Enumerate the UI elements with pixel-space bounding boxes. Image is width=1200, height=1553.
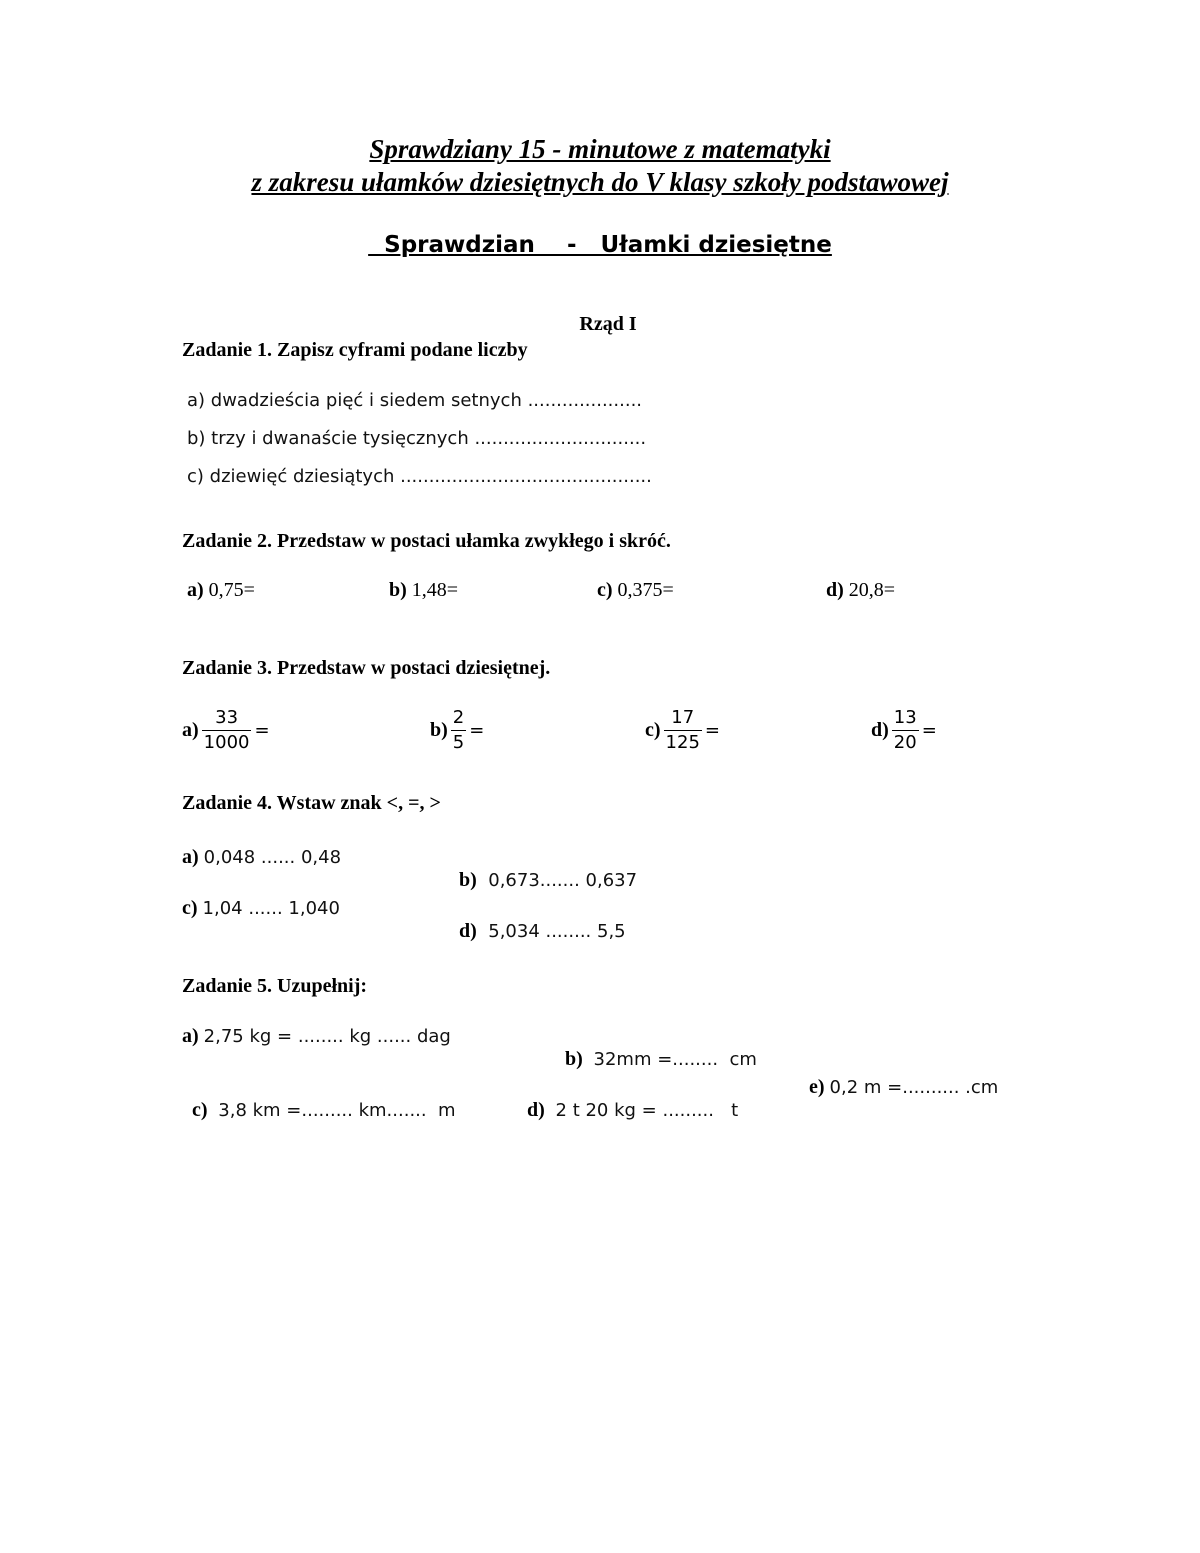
task3-item-d xyxy=(871,708,937,753)
task4-item-b-label: b) xyxy=(459,869,477,891)
equals-sign: = xyxy=(469,720,485,741)
task5-item-e-label: e) xyxy=(809,1076,825,1098)
task4-item-d-expr: 5,034 ........ 5,5 xyxy=(476,921,626,942)
task3-item-c-label: c) xyxy=(645,719,661,741)
task5-item-c-label: c) xyxy=(192,1099,208,1121)
task4-item-b-expr: 0,673....... 0,637 xyxy=(476,870,638,891)
task3-item-a xyxy=(182,708,270,753)
fraction xyxy=(202,708,252,753)
title-line-2: z zakresu ułamków dziesiętnych do V klasy szkoły podstawowej xyxy=(251,167,949,197)
task5-item-a-expr: 2,75 kg = ........ kg ...... dag xyxy=(203,1026,451,1047)
task2-heading: Zadanie 2. Przedstaw w postaci ułamka zwykłego i skróć. xyxy=(182,530,671,552)
task4-item-d-label: d) xyxy=(459,920,477,942)
task2-item-b-expr: 1,48= xyxy=(411,579,459,601)
numerator: 13 xyxy=(893,707,917,728)
fraction xyxy=(664,708,702,753)
task4-item-a-label: a) xyxy=(182,846,199,868)
task3-item-b-label: b) xyxy=(430,719,448,741)
task2-item-b-label: b) xyxy=(389,579,407,601)
task4-item-c xyxy=(182,897,340,920)
task5-item-d-expr: 2 t 20 kg = ......... t xyxy=(549,1100,739,1121)
task5-item-d xyxy=(517,1076,738,1122)
denominator: 1000 xyxy=(203,732,250,753)
task4-item-c-expr: 1,04 ...... 1,040 xyxy=(202,898,340,919)
title-line-1: Sprawdziany 15 - minutowe z matematyki xyxy=(369,134,831,164)
row-label: Rząd I xyxy=(579,313,637,335)
task2-item-d-expr: 20,8= xyxy=(848,579,896,601)
equals-sign: = xyxy=(254,720,270,741)
task1-item-b: b) trzy i dwanaście tysięcznych .............................. xyxy=(187,428,647,449)
task1-item-c: c) dziewięć dziesiątych ............................................ xyxy=(187,466,652,487)
task4-heading: Zadanie 4. Wstaw znak <, =, > xyxy=(182,792,441,814)
denominator: 20 xyxy=(893,732,917,753)
task3-item-d-label: d) xyxy=(871,719,889,741)
task5-item-d-label: d) xyxy=(527,1099,545,1121)
task5-item-a xyxy=(182,1025,451,1048)
numerator: 2 xyxy=(452,707,465,728)
subtitle: Sprawdzian - Ułamki dziesiętne xyxy=(368,232,832,258)
task3-item-b xyxy=(430,708,484,753)
task1-item-a: a) dwadzieścia pięć i siedem setnych .................... xyxy=(187,390,643,411)
task4-item-a-expr: 0,048 ...... 0,48 xyxy=(203,847,342,868)
task3-item-c xyxy=(645,708,720,753)
task5-item-b xyxy=(555,1025,757,1071)
task3-item-a-label: a) xyxy=(182,719,199,741)
task5-item-a-label: a) xyxy=(182,1025,199,1047)
task1-heading: Zadanie 1. Zapisz cyframi podane liczby xyxy=(182,339,528,361)
task2-item-a-label: a) xyxy=(187,579,204,601)
task5-item-c-expr: 3,8 km =......... km....... m xyxy=(212,1100,456,1121)
task2-item-a-expr: 0,75= xyxy=(203,579,255,601)
numerator: 17 xyxy=(671,707,695,728)
task5-heading: Zadanie 5. Uzupełnij: xyxy=(182,975,368,997)
task4-item-d xyxy=(449,897,626,943)
task5-item-e-expr: 0,2 m =.......... .cm xyxy=(829,1077,999,1098)
numerator: 33 xyxy=(215,707,239,728)
task2-item-a xyxy=(187,579,255,602)
task2-item-c xyxy=(597,579,674,602)
task5-item-c xyxy=(182,1076,456,1122)
equals-sign: = xyxy=(921,720,937,741)
task3-heading: Zadanie 3. Przedstaw w postaci dziesiętnej. xyxy=(182,657,551,679)
denominator: 5 xyxy=(452,732,465,753)
denominator: 125 xyxy=(665,732,700,753)
task2-item-b xyxy=(389,579,458,602)
task4-item-b xyxy=(449,846,637,892)
task4-item-a xyxy=(182,846,341,869)
task5-item-e xyxy=(809,1076,998,1099)
task4-item-c-label: c) xyxy=(182,897,198,919)
task2-item-c-label: c) xyxy=(597,579,613,601)
task2-item-d xyxy=(826,579,895,602)
fraction xyxy=(451,708,466,753)
equals-sign: = xyxy=(704,720,720,741)
task5-item-b-label: b) xyxy=(565,1048,583,1070)
task5-item-b-expr: 32mm =........ cm xyxy=(587,1049,757,1070)
fraction xyxy=(892,708,919,753)
task2-item-d-label: d) xyxy=(826,579,844,601)
task2-item-c-expr: 0,375= xyxy=(617,579,674,601)
